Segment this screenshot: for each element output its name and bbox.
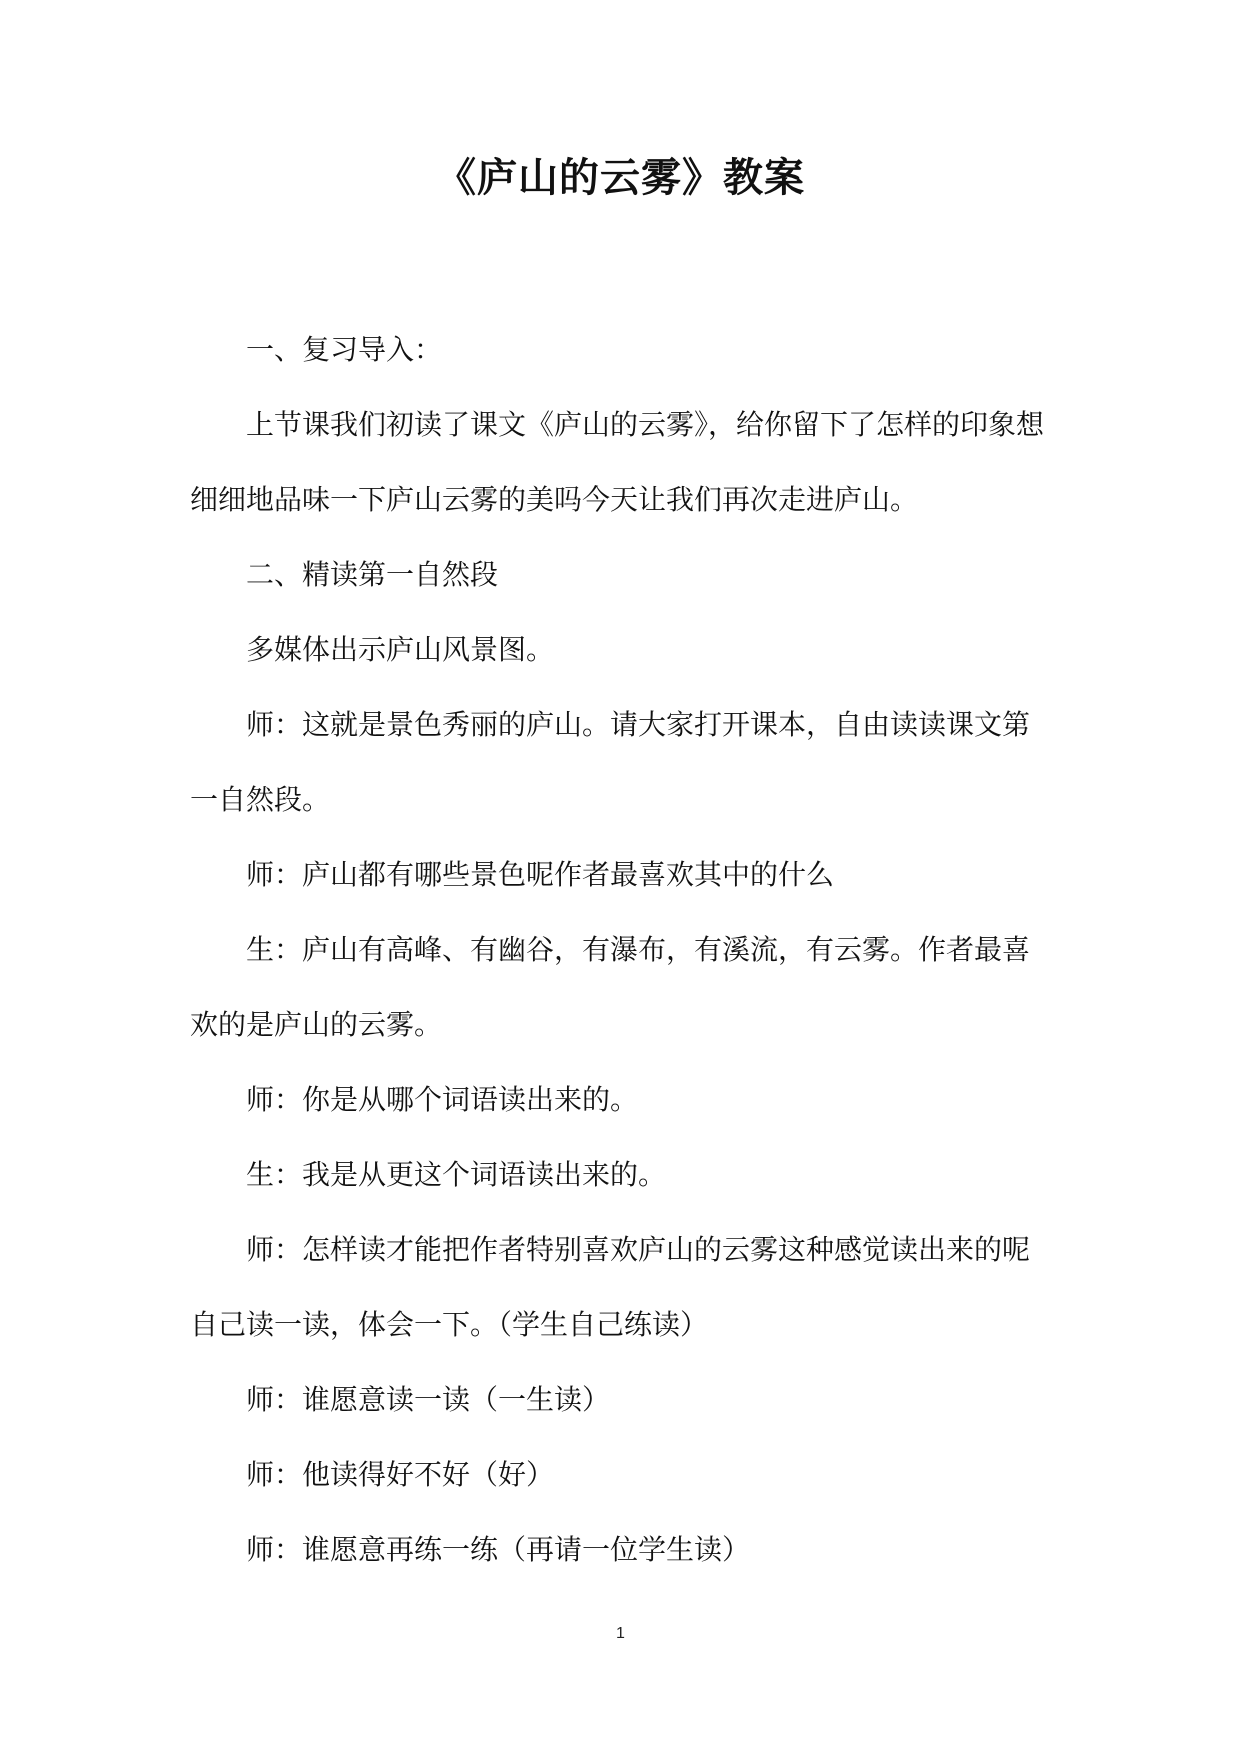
- page-number: 1: [616, 1625, 625, 1642]
- paragraph-teacher-7: 师：谁愿意再练一练（再请一位学生读）: [246, 1533, 751, 1566]
- paragraph-section-two-heading: 二、精读第一自然段: [246, 558, 499, 591]
- paragraph-multimedia: 多媒体出示庐山风景图。: [246, 633, 555, 666]
- paragraph-teacher-4: 师：怎样读才能把作者特别喜欢庐山的云雾这种感觉读出来的呢自己读一读，体会一下。（学生自己练读）: [190, 1233, 1031, 1341]
- paragraph-student-1: 生：庐山有高峰、有幽谷，有瀑布，有溪流，有云雾。作者最喜欢的是庐山的云雾。: [190, 933, 1031, 1041]
- paragraph-student-2: 生：我是从更这个词语读出来的。: [246, 1158, 667, 1191]
- document-title: 《庐山的云雾》教案: [436, 154, 805, 201]
- document-body: [190, 312, 1052, 1587]
- paragraph-teacher-5: 师：谁愿意读一读（一生读）: [246, 1383, 611, 1416]
- paragraph-teacher-6: 师：他读得好不好（好）: [246, 1458, 555, 1491]
- paragraph-teacher-2: 师：庐山都有哪些景色呢作者最喜欢其中的什么: [246, 858, 835, 891]
- paragraph-teacher-1: 师：这就是景色秀丽的庐山。请大家打开课本，自由读读课文第一自然段。: [190, 708, 1031, 816]
- paragraph-review-heading: 一、复习导入：: [246, 333, 443, 366]
- paragraph-intro: 上节课我们初读了课文《庐山的云雾》，给你留下了怎样的印象想细细地品味一下庐山云雾的美吗今天让我们再次走进庐山。: [190, 408, 1045, 516]
- paragraph-teacher-3: 师：你是从哪个词语读出来的。: [246, 1083, 639, 1116]
